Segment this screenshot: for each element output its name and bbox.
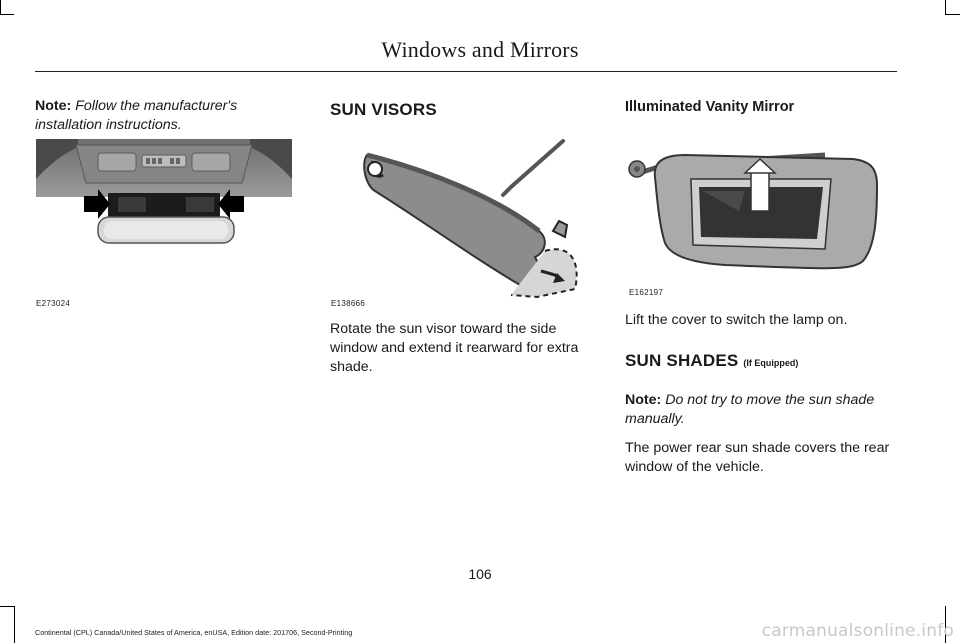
vanity-mirror-figure: [625, 139, 885, 284]
crop-mark-top-right-h: [945, 14, 960, 15]
middle-column: [330, 100, 600, 119]
heading-text: SUN SHADES: [625, 351, 739, 370]
figure-code: E162197: [629, 288, 664, 297]
vanity-instruction: Lift the cover to switch the lamp on.: [625, 312, 848, 328]
figure-code: E273024: [36, 299, 71, 308]
watermark: carmanualsonline.info: [761, 621, 954, 641]
crop-mark-top-right: [945, 0, 946, 14]
page-number: 106: [468, 566, 492, 582]
note-text: Do not try to move the sun shade manually.: [625, 392, 875, 427]
crop-mark-top-left: [0, 0, 1, 14]
subheading-vanity-mirror: Illuminated Vanity Mirror: [625, 99, 795, 115]
header-rule: [35, 71, 897, 72]
figure-code: E138666: [331, 299, 366, 308]
note-label: Note:: [35, 98, 72, 114]
sun-shade-description: The power rear sun shade covers the rear window of the vehicle.: [625, 440, 890, 475]
left-note: [35, 97, 305, 135]
right-note: [625, 391, 895, 429]
page-title: Windows and Mirrors: [381, 37, 579, 62]
crop-mark-bottom-left: [14, 606, 15, 643]
crop-mark-bottom-left-h: [0, 606, 14, 607]
section-heading-sun-shades: [625, 351, 895, 373]
section-heading-sun-visors: SUN VISORS: [330, 100, 437, 119]
sun-visor-instruction: Rotate the sun visor toward the side window and extend it rearward for extra shade.: [330, 321, 579, 375]
left-column: [35, 97, 305, 135]
sun-visor-figure: [331, 139, 587, 299]
right-body: [625, 311, 895, 477]
middle-body: [330, 320, 600, 377]
heading-qualifier: (If Equipped): [743, 358, 799, 368]
note-text: Follow the manufacturer's installation instructions.: [35, 98, 238, 133]
right-column: [625, 98, 895, 117]
edition-footer: Continental (CPL) Canada/United States of America, enUSA, Edition date: 201706, Second-Printing: [35, 628, 353, 637]
crop-mark-top-left-h: [0, 14, 14, 15]
mirror-mount-figure: [36, 139, 292, 294]
note-label: Note:: [625, 392, 662, 408]
